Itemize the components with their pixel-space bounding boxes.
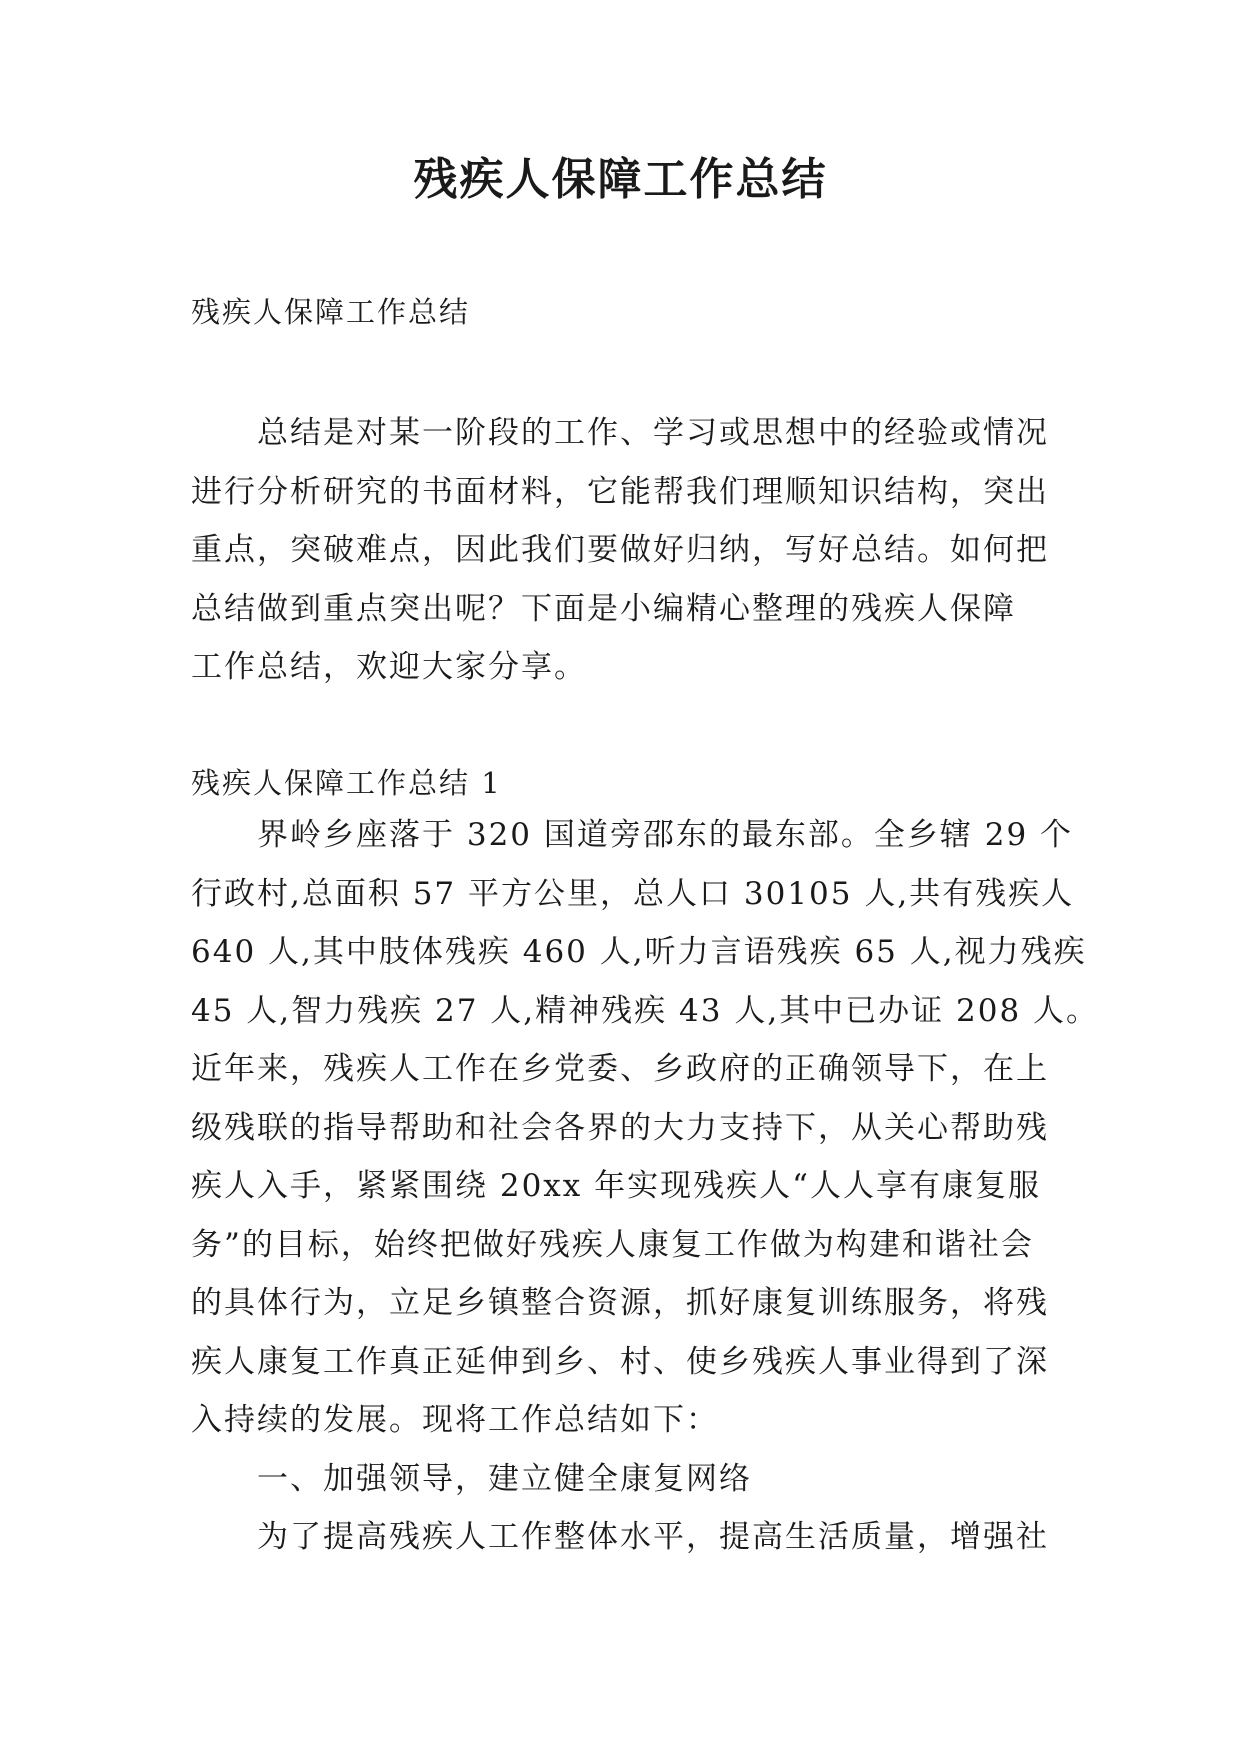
body-line: 疾人入手，紧紧围绕 20xx 年实现残疾人“人人享有康复服 [191,1168,1041,1204]
body-line: 近年来，残疾人工作在乡党委、乡政府的正确领导下，在上 [191,1051,1049,1087]
body-line: 的具体行为，立足乡镇整合资源，抓好康复训练服务，将残 [191,1285,1049,1321]
body-line: 界岭乡座落于 320 国道旁邵东的最东部。全乡辖 29 个 [257,817,1074,853]
body-line: 疾人康复工作真正延伸到乡、村、使乡残疾人事业得到了深 [191,1343,1049,1380]
body-line: 入持续的发展。现将工作总结如下： [191,1402,719,1438]
document-title: 残疾人保障工作总结 [413,154,828,205]
body-line: 45 人,智力残疾 27 人,精神残疾 43 人,其中已办证 208 人。 [191,992,1100,1029]
intro-line: 工作总结，欢迎大家分享。 [191,649,587,685]
body-line: 行政村,总面积 57 平方公里，总人口 30105 人,共有残疾人 [191,875,1075,912]
intro-paragraph [191,404,1051,697]
section-subheading: 一、加强领导，建立健全康复网络 [257,1460,752,1497]
intro-line: 重点，突破难点，因此我们要做好归纳，写好总结。如何把 [191,532,1049,568]
body-line: 为了提高残疾人工作整体水平，提高生活质量，增强社 [257,1519,1049,1555]
document-subtitle: 残疾人保障工作总结 [191,295,471,329]
intro-line: 总结是对某一阶段的工作、学习或思想中的经验或情况 [257,415,1049,451]
body-line: 640 人,其中肢体残疾 460 人,听力言语残疾 65 人,视力残疾 [191,934,1087,970]
intro-line: 进行分析研究的书面材料，它能帮我们理顺知识结构，突出 [191,473,1049,510]
section-heading: 残疾人保障工作总结 1 [191,766,502,800]
body-line: 务”的目标，始终把做好残疾人康复工作做为构建和谐社会 [191,1226,1034,1263]
intro-line: 总结做到重点突出呢？下面是小编精心整理的残疾人保障 [191,590,1016,627]
body-paragraph [191,806,1100,1567]
body-line: 级残联的指导帮助和社会各界的大力支持下，从关心帮助残 [191,1109,1049,1146]
